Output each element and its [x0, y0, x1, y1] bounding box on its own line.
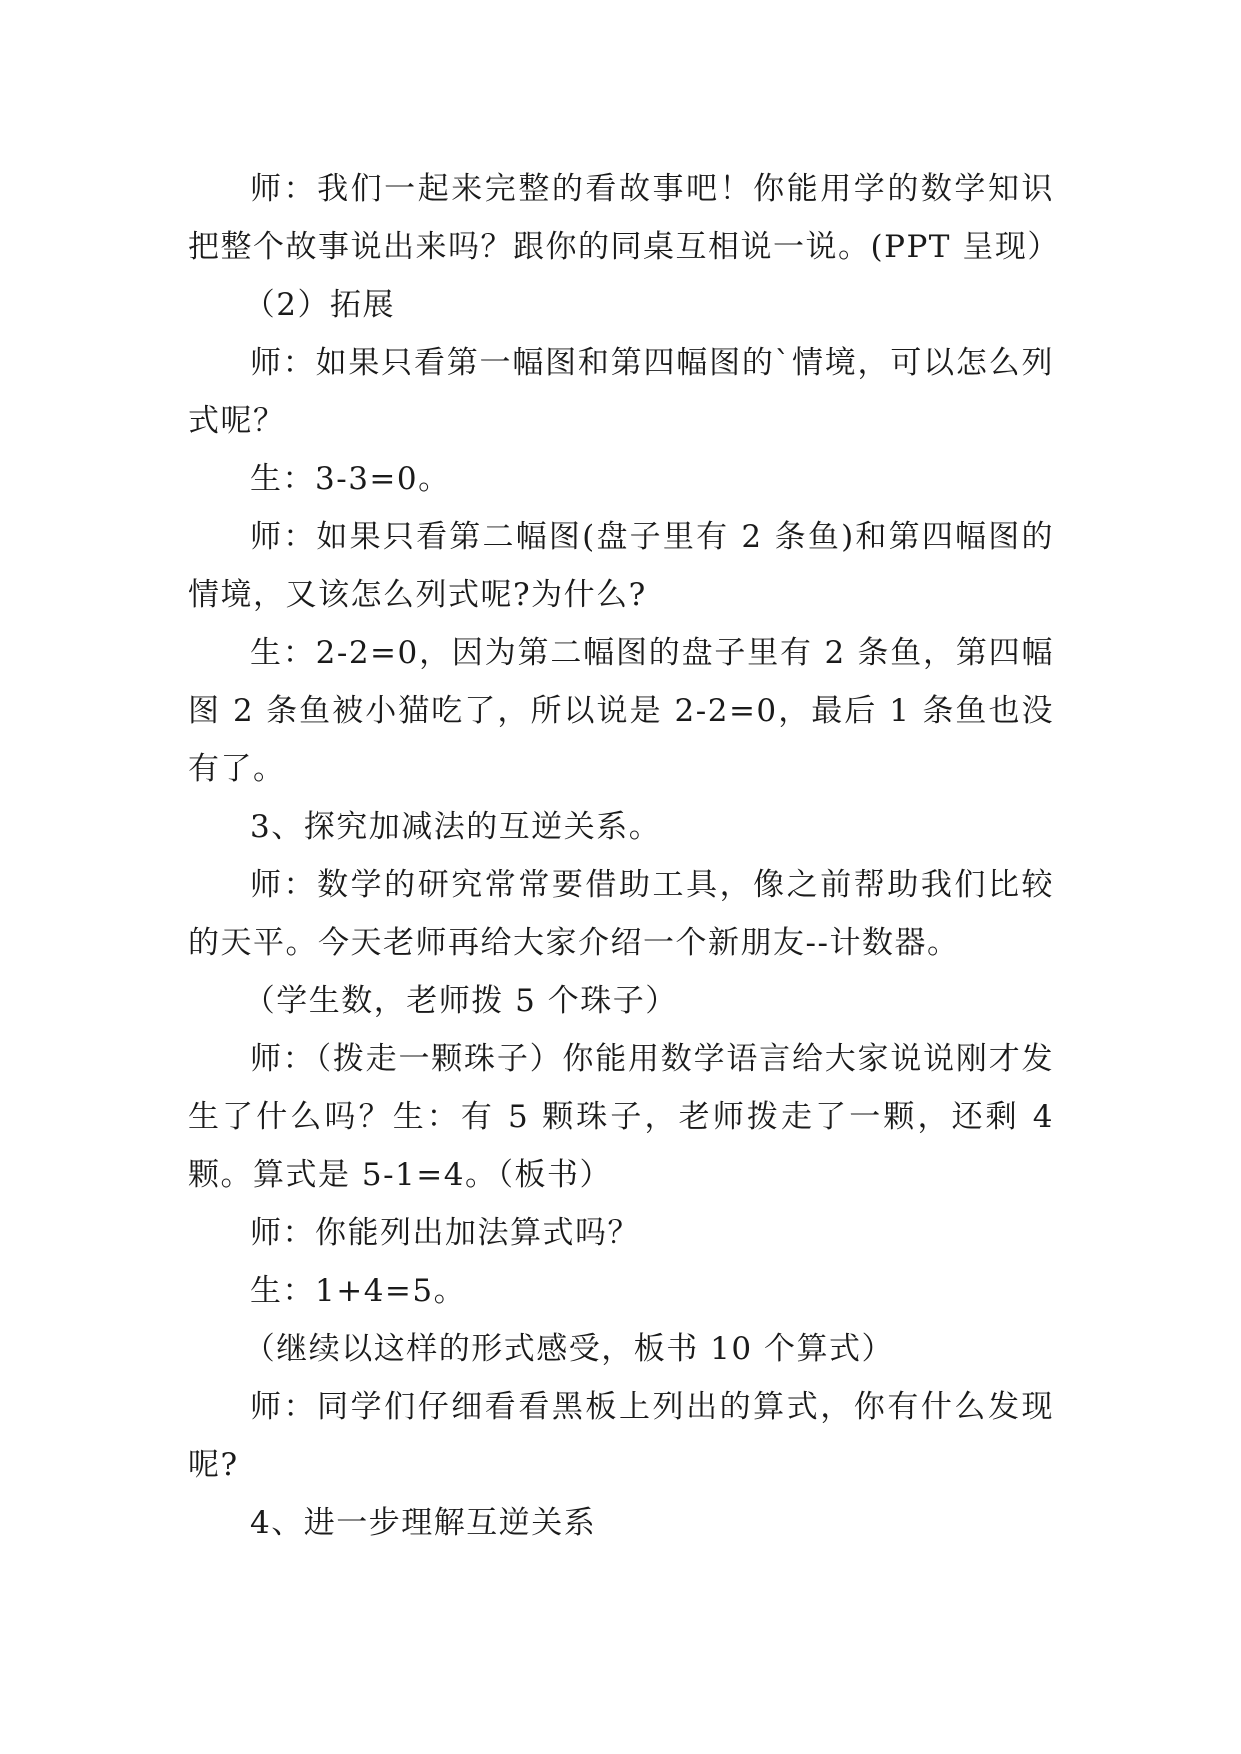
section-heading-extension: （2）拓展	[243, 287, 396, 323]
paragraph-teacher-discovery-question: 师：同学们仔细看看黑板上列出的算式，你有什么发现呢?	[188, 1389, 1054, 1483]
paragraph-teacher-tools: 师：数学的研究常常要借助工具，像之前帮助我们比较的天平。今天老师再给大家介绍一个新朋友--计数器。	[188, 867, 1054, 961]
paragraph-student-answer-1: 生：3-3=0。	[250, 461, 451, 497]
section-heading-inverse-relation: 3、探究加减法的互逆关系。	[250, 809, 662, 845]
paragraph-stage-direction-beads: （学生数，老师拨 5 个珠子）	[243, 983, 678, 1019]
paragraph-stage-direction-continue: （继续以这样的形式感受，板书 10 个算式）	[243, 1331, 894, 1367]
paragraph-teacher-story: 师：我们一起来完整的看故事吧！你能用学的数学知识把整个故事说出来吗？跟你的同桌互相说一说。(PPT 呈现）	[188, 171, 1060, 265]
paragraph-student-addition-answer: 生：1+4=5。	[250, 1273, 467, 1309]
paragraph-student-answer-2: 生：2-2=0，因为第二幅图的盘子里有 2 条鱼，第四幅图 2 条鱼被小猫吃了，所以说是 2-2=0，最后 1 条鱼也没有了。	[188, 635, 1054, 787]
paragraph-teacher-addition-question: 师：你能列出加法算式吗？	[250, 1215, 640, 1251]
paragraph-teacher-bead-removal: 师：（拨走一颗珠子）你能用数学语言给大家说说刚才发生了什么吗？生：有 5 颗珠子，老师拨走了一颗，还剩 4 颗。算式是 5-1=4。（板书）	[188, 1041, 1054, 1193]
paragraph-teacher-question-2: 师：如果只看第二幅图(盘子里有 2 条鱼)和第四幅图的情境，又该怎么列式呢?为什么?	[188, 519, 1054, 613]
document-body	[188, 160, 1060, 1552]
paragraph-teacher-question-1: 师：如果只看第一幅图和第四幅图的`情境，可以怎么列式呢？	[188, 345, 1054, 439]
section-heading-further-understanding: 4、进一步理解互逆关系	[250, 1505, 597, 1541]
